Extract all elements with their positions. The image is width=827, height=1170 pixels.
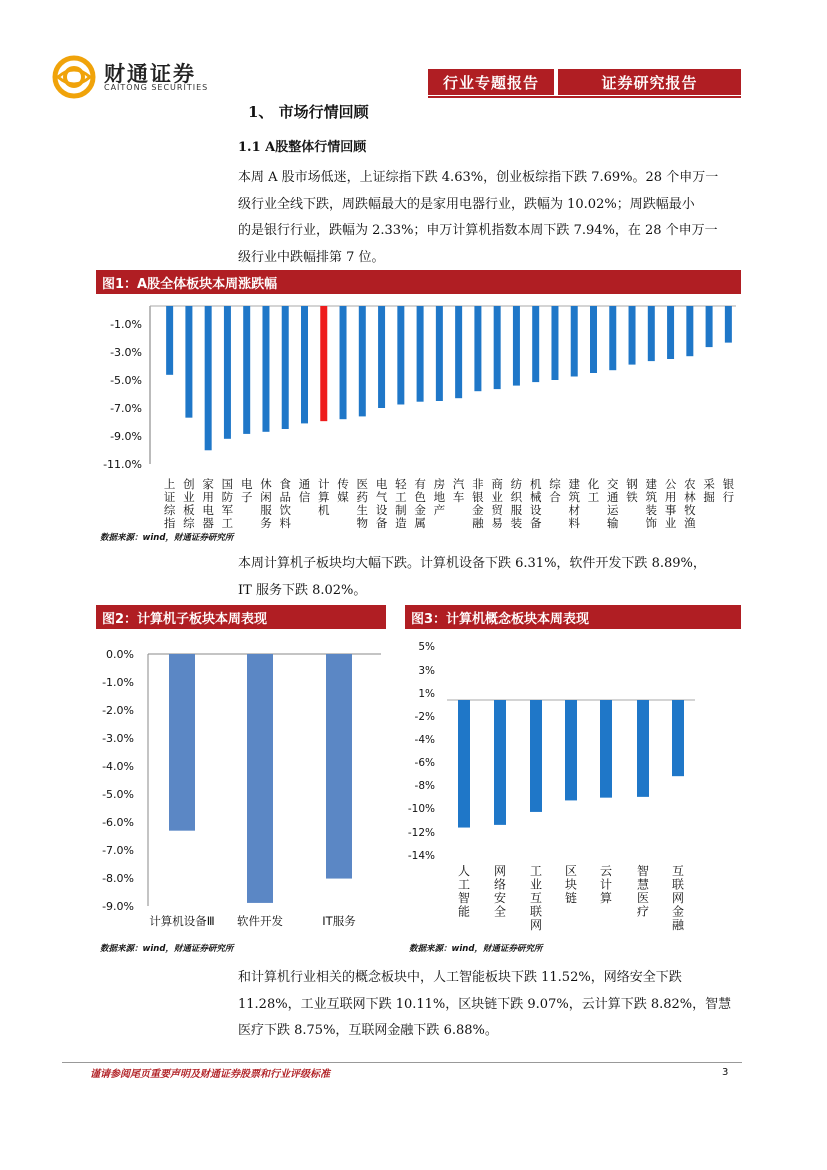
svg-text:制: 制 <box>395 503 407 517</box>
svg-text:纺: 纺 <box>510 477 523 491</box>
svg-text:林: 林 <box>684 490 696 504</box>
svg-text:车: 车 <box>452 490 465 504</box>
svg-text:联: 联 <box>529 904 543 919</box>
svg-text:设: 设 <box>529 503 542 517</box>
paragraph-line: 11.28%，工业互联网下跌 10.11%，区块链下跌 9.07%，云计算下跌 8.82%，智慧 <box>238 996 732 1012</box>
x-tick-label <box>494 864 506 919</box>
svg-text:造: 造 <box>395 516 407 530</box>
y-tick-label: -9.0% <box>102 900 134 913</box>
y-tick-label: 3% <box>418 665 435 677</box>
svg-text:材: 材 <box>568 503 580 517</box>
svg-text:食: 食 <box>279 477 291 491</box>
x-tick-label <box>337 477 349 504</box>
y-tick-label: -1.0% <box>110 318 142 331</box>
svg-text:备: 备 <box>529 516 542 530</box>
svg-text:医: 医 <box>356 477 369 491</box>
bar-26 <box>648 306 655 361</box>
figure2-source: 数据来源：wind，财通证券研究所 <box>100 944 234 954</box>
svg-text:金: 金 <box>671 904 685 919</box>
svg-text:装: 装 <box>645 503 658 517</box>
svg-text:务: 务 <box>260 516 272 530</box>
x-tick-label: 计算机设备Ⅲ <box>149 914 215 928</box>
svg-text:房: 房 <box>433 477 446 491</box>
bar-1 <box>169 654 195 831</box>
svg-text:融: 融 <box>472 516 484 530</box>
paragraph-line: 的是银行行业，跌幅为 2.33%；申万计算机指数本周下跌 7.94%，在 28 个申万一 <box>238 223 718 238</box>
bar-2 <box>185 306 192 418</box>
svg-text:网: 网 <box>529 918 543 932</box>
svg-text:防: 防 <box>221 490 234 504</box>
x-tick-label <box>414 477 426 530</box>
svg-text:农: 农 <box>684 477 696 491</box>
svg-text:服: 服 <box>510 503 523 517</box>
bar-27 <box>667 306 674 359</box>
svg-text:区: 区 <box>564 864 578 878</box>
bar-20 <box>532 306 539 382</box>
y-tick-label: -7.0% <box>102 844 134 857</box>
svg-text:子: 子 <box>240 490 253 504</box>
bar-5 <box>243 306 250 434</box>
subsector-paragraph <box>238 551 741 604</box>
svg-text:交: 交 <box>607 477 619 491</box>
x-tick-label <box>646 477 658 530</box>
svg-text:闲: 闲 <box>260 490 272 504</box>
y-tick-label: -3.0% <box>102 732 134 745</box>
figure2-title: 图2：计算机子板块本周表现 <box>96 605 386 629</box>
svg-text:联: 联 <box>671 877 685 892</box>
svg-text:生: 生 <box>356 503 369 517</box>
svg-text:业: 业 <box>491 490 503 504</box>
svg-text:色: 色 <box>414 490 426 504</box>
svg-text:建: 建 <box>568 477 580 491</box>
svg-text:地: 地 <box>433 490 446 504</box>
x-tick-label <box>318 477 330 517</box>
svg-text:电: 电 <box>240 477 253 491</box>
svg-text:电: 电 <box>375 477 388 491</box>
svg-text:通: 通 <box>298 477 311 491</box>
svg-text:融: 融 <box>671 918 685 932</box>
x-tick-label <box>626 477 638 504</box>
svg-text:公: 公 <box>664 477 677 491</box>
svg-text:非: 非 <box>472 477 484 491</box>
svg-text:饰: 饰 <box>645 516 658 530</box>
svg-text:事: 事 <box>664 503 677 517</box>
svg-text:休: 休 <box>260 477 272 491</box>
svg-text:通: 通 <box>607 490 619 504</box>
caitong-logo-icon <box>52 55 96 99</box>
footer-disclaimer: 谨请参阅尾页重要声明及财通证券股票和行业评级标准 <box>90 1069 330 1080</box>
y-tick-label: -9.0% <box>110 430 142 443</box>
paragraph-line: 医疗下跌 8.75%，互联网金融下跌 6.88%。 <box>238 1023 498 1038</box>
bar-12 <box>378 306 385 408</box>
y-tick-label: -10% <box>407 803 435 815</box>
y-tick-label: -5.0% <box>102 788 134 801</box>
y-tick-label: 1% <box>418 688 435 700</box>
bar-4 <box>224 306 231 439</box>
svg-text:轻: 轻 <box>395 477 407 491</box>
y-tick-label: -7.0% <box>110 402 142 415</box>
y-tick-label: -2% <box>414 711 435 723</box>
x-tick-label <box>665 477 677 530</box>
x-tick-label <box>458 864 470 919</box>
bar-3 <box>530 700 542 812</box>
x-tick-label <box>241 477 253 504</box>
svg-text:网: 网 <box>671 891 685 905</box>
bar-1 <box>458 700 470 828</box>
bar-30 <box>725 306 732 343</box>
svg-text:饮: 饮 <box>279 503 291 517</box>
bar-4 <box>565 700 577 800</box>
bar-7 <box>282 306 289 429</box>
bar-2 <box>247 654 273 903</box>
paragraph-line: 本周计算机子板块均大幅下跌。计算机设备下跌 6.31%，软件开发下跌 8.89%， <box>238 556 706 571</box>
svg-text:药: 药 <box>356 490 369 504</box>
bar-5 <box>600 700 612 798</box>
svg-text:有: 有 <box>414 477 426 491</box>
svg-text:备: 备 <box>375 516 388 530</box>
svg-text:掘: 掘 <box>703 490 715 504</box>
svg-text:机: 机 <box>318 503 330 517</box>
svg-text:网: 网 <box>493 864 507 878</box>
svg-text:互: 互 <box>529 891 543 905</box>
y-tick-label: -11.0% <box>103 458 142 471</box>
svg-text:能: 能 <box>457 904 471 919</box>
svg-text:人: 人 <box>457 864 471 878</box>
concept-sector-paragraph <box>238 965 741 1045</box>
svg-text:上: 上 <box>163 477 176 491</box>
y-tick-label: 5% <box>418 641 435 653</box>
x-tick-label <box>588 477 600 504</box>
logo-english-name: CAITONG SECURITIES <box>104 83 209 92</box>
svg-text:工: 工 <box>587 490 600 504</box>
svg-text:计: 计 <box>599 877 613 892</box>
x-tick-label <box>565 864 577 905</box>
x-tick-label <box>395 477 407 530</box>
x-tick-label <box>549 477 561 504</box>
svg-text:综: 综 <box>183 516 195 530</box>
bar-13 <box>397 306 404 405</box>
svg-text:料: 料 <box>568 516 580 530</box>
footer-divider <box>62 1062 742 1063</box>
svg-text:品: 品 <box>279 490 291 504</box>
x-tick-label <box>357 477 369 530</box>
x-tick-label <box>222 477 234 530</box>
svg-text:械: 械 <box>529 490 542 504</box>
y-tick-label: -3.0% <box>110 346 142 359</box>
x-tick-label <box>453 477 465 504</box>
y-tick-label: -4% <box>414 734 435 746</box>
svg-text:金: 金 <box>414 503 426 517</box>
svg-text:装: 装 <box>510 516 523 530</box>
svg-text:云: 云 <box>599 864 613 878</box>
svg-text:证: 证 <box>163 490 176 504</box>
svg-text:慧: 慧 <box>636 877 650 892</box>
y-tick-label: -12% <box>407 827 435 839</box>
svg-text:运: 运 <box>607 503 619 517</box>
x-tick-label <box>703 477 715 504</box>
figure1-source: 数据来源：wind，财通证券研究所 <box>100 533 234 543</box>
svg-text:工: 工 <box>457 877 471 892</box>
svg-text:计: 计 <box>318 477 330 491</box>
svg-text:业: 业 <box>183 490 195 504</box>
svg-text:业: 业 <box>529 877 543 892</box>
bar-3 <box>326 654 352 879</box>
bar-28 <box>686 306 693 356</box>
svg-text:输: 输 <box>607 516 619 530</box>
x-tick-label <box>472 477 484 530</box>
figure1-title: 图1：A股全体板块本周涨跌幅 <box>96 270 741 294</box>
bar-21 <box>551 306 558 380</box>
page-number: 3 <box>722 1067 729 1078</box>
x-tick-label <box>511 477 523 530</box>
svg-text:链: 链 <box>564 891 578 905</box>
logo-chinese-name: 财通证券 <box>104 61 196 86</box>
svg-text:块: 块 <box>564 877 578 892</box>
x-tick-label <box>530 864 542 932</box>
svg-text:家: 家 <box>202 477 214 491</box>
bar-7 <box>672 700 684 776</box>
svg-text:业: 业 <box>664 516 677 530</box>
figure3-chart <box>405 632 741 938</box>
svg-text:医: 医 <box>636 891 650 905</box>
svg-text:产: 产 <box>433 503 446 517</box>
svg-text:算: 算 <box>318 490 330 504</box>
x-tick-label <box>607 477 619 530</box>
svg-text:创: 创 <box>183 477 195 491</box>
paragraph-line: 本周 A 股市场低迷，上证综指下跌 4.63%，创业板综指下跌 7.69%。28 个申万一 <box>238 170 719 185</box>
y-tick-label: -4.0% <box>102 760 134 773</box>
bar-2 <box>494 700 506 825</box>
x-tick-label <box>600 864 612 905</box>
bar-15 <box>436 306 443 401</box>
y-tick-label: -8% <box>414 780 435 792</box>
x-tick-label <box>672 864 685 932</box>
svg-text:国: 国 <box>221 477 234 491</box>
header-divider <box>428 96 741 98</box>
svg-text:商: 商 <box>491 477 503 491</box>
x-tick-label <box>376 477 388 530</box>
svg-text:贸: 贸 <box>491 503 503 517</box>
bar-19 <box>513 306 520 386</box>
svg-text:银: 银 <box>472 490 484 504</box>
svg-text:物: 物 <box>356 516 369 530</box>
svg-text:媒: 媒 <box>337 490 349 504</box>
paragraph-line: 和计算机行业相关的概念板块中，人工智能板块下跌 11.52%，网络安全下跌 <box>238 970 682 985</box>
paragraph-line: IT 服务下跌 8.02%。 <box>238 582 367 598</box>
x-tick-label <box>684 477 696 530</box>
y-tick-label: 0.0% <box>106 648 134 661</box>
bar-24 <box>609 306 616 370</box>
svg-text:设: 设 <box>375 503 388 517</box>
section-title: 1、 市场行情回顾 <box>248 103 369 121</box>
svg-text:智: 智 <box>457 891 471 905</box>
x-tick-label <box>530 477 542 530</box>
subsection-title: 1.1 A股整体行情回顾 <box>238 140 367 155</box>
report-category-tag: 证券研究报告 <box>558 69 741 95</box>
svg-text:络: 络 <box>493 877 507 892</box>
svg-text:安: 安 <box>493 891 507 905</box>
svg-text:化: 化 <box>587 477 600 491</box>
svg-text:钢: 钢 <box>626 477 638 491</box>
svg-text:板: 板 <box>183 503 195 517</box>
bar-23 <box>590 306 597 373</box>
x-tick-label <box>723 477 735 504</box>
svg-text:汽: 汽 <box>452 477 465 491</box>
bar-18 <box>494 306 501 389</box>
bar-3 <box>205 306 212 450</box>
svg-text:筑: 筑 <box>568 490 580 504</box>
svg-text:指: 指 <box>163 516 176 530</box>
svg-text:易: 易 <box>491 516 503 530</box>
y-tick-label: -8.0% <box>102 872 134 885</box>
svg-text:疗: 疗 <box>636 904 650 919</box>
x-tick-label <box>568 477 580 530</box>
bar-17 <box>474 306 481 391</box>
svg-text:筑: 筑 <box>645 490 658 504</box>
svg-text:信: 信 <box>298 490 311 504</box>
svg-text:料: 料 <box>279 516 291 530</box>
y-tick-label: -14% <box>407 850 435 862</box>
svg-text:行: 行 <box>722 490 735 504</box>
svg-text:军: 军 <box>221 503 234 517</box>
paragraph-line: 级行业全线下跌，周跌幅最大的是家用电器行业，跌幅为 10.02%；周跌幅最小 <box>238 196 695 212</box>
x-tick-label: 软件开发 <box>237 914 283 928</box>
svg-text:建: 建 <box>645 477 658 491</box>
y-tick-label: -5.0% <box>110 374 142 387</box>
svg-text:用: 用 <box>202 490 214 504</box>
x-tick-label <box>164 477 176 530</box>
x-tick-label <box>299 477 311 504</box>
x-tick-label <box>202 477 214 530</box>
svg-text:服: 服 <box>260 503 272 517</box>
bar-25 <box>629 306 636 365</box>
svg-text:算: 算 <box>599 891 613 905</box>
svg-text:金: 金 <box>472 503 484 517</box>
svg-text:织: 织 <box>510 490 523 504</box>
figure1-chart <box>96 296 741 530</box>
svg-text:工: 工 <box>221 516 234 530</box>
svg-text:气: 气 <box>375 490 388 504</box>
x-tick-label <box>434 477 446 517</box>
bar-1 <box>166 306 173 375</box>
svg-text:工: 工 <box>395 490 407 504</box>
report-type-tag: 行业专题报告 <box>428 69 554 95</box>
svg-text:用: 用 <box>664 490 677 504</box>
y-tick-label: -1.0% <box>102 676 134 689</box>
svg-text:采: 采 <box>703 477 715 491</box>
svg-text:综: 综 <box>549 477 561 491</box>
market-review-paragraph <box>238 165 741 271</box>
bar-9 <box>320 306 327 421</box>
bar-22 <box>571 306 578 377</box>
y-tick-label: -6.0% <box>102 816 134 829</box>
bar-16 <box>455 306 462 398</box>
bar-29 <box>706 306 713 347</box>
svg-text:属: 属 <box>414 516 426 530</box>
y-tick-label: -6% <box>414 757 435 769</box>
svg-text:全: 全 <box>493 904 507 919</box>
svg-text:综: 综 <box>163 503 176 517</box>
svg-text:机: 机 <box>529 477 542 491</box>
x-tick-label <box>491 477 503 530</box>
figure3-source: 数据来源：wind，财通证券研究所 <box>409 944 543 954</box>
bar-11 <box>359 306 366 416</box>
svg-text:合: 合 <box>549 490 561 504</box>
x-tick-label <box>637 864 649 919</box>
bar-6 <box>262 306 269 432</box>
svg-text:互: 互 <box>671 864 685 878</box>
x-tick-label <box>183 477 195 530</box>
bar-8 <box>301 306 308 423</box>
svg-text:传: 传 <box>337 477 349 491</box>
svg-text:渔: 渔 <box>684 516 696 530</box>
x-tick-label: IT服务 <box>322 914 356 928</box>
paragraph-line: 级行业中跌幅排第 7 位。 <box>238 249 385 265</box>
x-tick-label <box>279 477 291 530</box>
svg-text:工: 工 <box>529 864 543 878</box>
svg-text:智: 智 <box>636 864 650 878</box>
svg-text:银: 银 <box>722 477 735 491</box>
bar-6 <box>637 700 649 797</box>
bar-14 <box>417 306 424 402</box>
y-tick-label: -2.0% <box>102 704 134 717</box>
bar-10 <box>340 306 347 419</box>
svg-text:牧: 牧 <box>684 503 696 517</box>
figure2-chart <box>96 632 386 938</box>
x-tick-label <box>260 477 272 530</box>
svg-text:铁: 铁 <box>626 490 638 504</box>
svg-text:器: 器 <box>202 516 214 530</box>
figure3-title: 图3：计算机概念板块本周表现 <box>405 605 741 629</box>
svg-text:电: 电 <box>202 503 214 517</box>
